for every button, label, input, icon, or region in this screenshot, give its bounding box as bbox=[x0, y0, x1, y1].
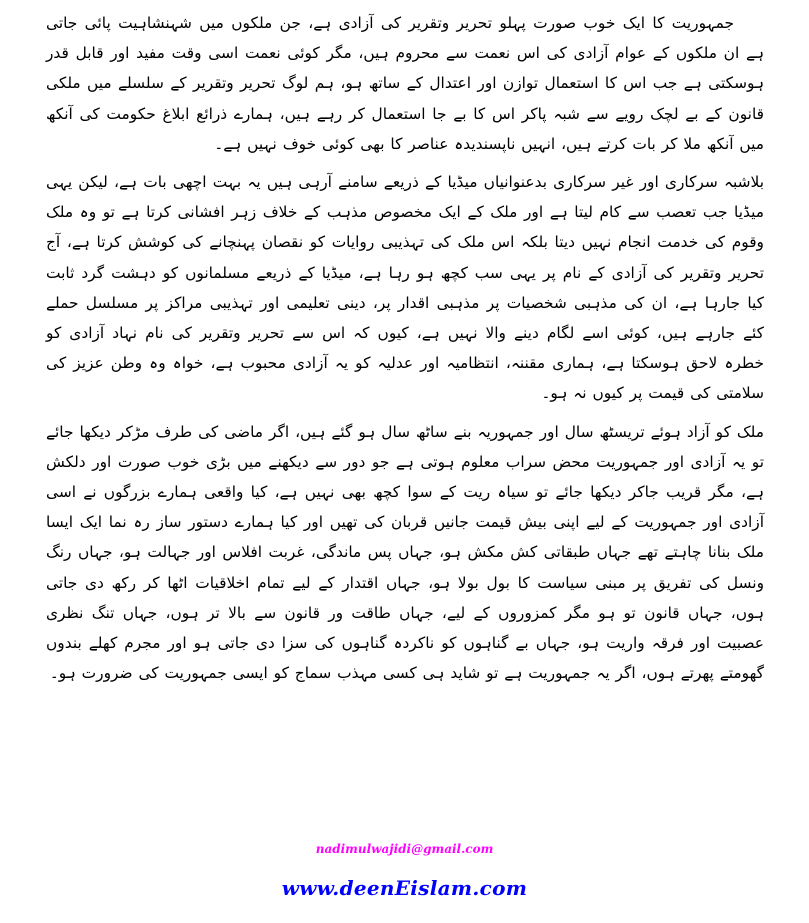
author-email-container bbox=[0, 838, 809, 857]
author-email-link[interactable]: nadimulwajidi@gmail.com bbox=[315, 842, 494, 856]
paragraph-democracy-reflection: ملک کو آزاد ہوئے تریسٹھ سال اور جمہوریہ بنے ساٹھ سال ہو گئے ہیں، اگر ماضی کی طرف مڑکر دیکھا جائے تو یہ آزادی اور جمہوریت محض سراب معلوم ہوتی ہے جو دور سے دیکھنے میں بڑی خوب صورت اور دلکش ہے، مگر قریب جاکر دیکھا جائے تو سیاہ ریت کے سوا کچھ بھی نہیں ہے، کیا واقعی ہمارے بزرگوں نے اسی آزادی اور جمہوریت کے لیے اپنی بیش قیمت جانیں قربان کی تھیں اور کیا ہمارے دستور ساز رہ نما ایک ایسا ملک بنانا چاہتے تھے جہاں طبقاتی کش مکش ہو، جہاں پس ماندگی، غربت افلاس اور جہالت ہو، جہاں رنگ ونسل کی تفریق پر مبنی سیاست کا بول بولا ہو، جہاں اقتدار کے لیے تمام اخلاقیات اٹھا کر رکھ دی جاتی ہوں، جہاں قانون تو ہو مگر کمزوروں کے لیے، جہاں طاقت ور قانون سے بالا تر ہوں، جہاں تنگ نظری عصبیت اور فرقہ واریت ہو، جہاں بے گناہوں کو ناکردہ گناہوں کی سزا دی جاتی ہو اور مجرم کھلے بندوں گھومتے پھرتے ہوں، اگر یہ جمہوریت ہے تو شاید ہی کسی مہذب سماج کو ایسی جمہوریت کی ضرورت ہو۔ bbox=[46, 422, 764, 683]
article-body bbox=[46, 8, 764, 696]
paragraph-freedom-of-expression: جمہوریت کا ایک خوب صورت پہلو تحریر وتقریر کی آزادی ہے، جن ملکوں میں شہنشاہیت پائی جاتی ہے ان ملکوں کے عوام آزادی کی اس نعمت سے محروم ہیں، مگر کوئی نعمت اسی وقت مفید اور قابل قدر ہوسکتی ہے جب اس کا استعمال توازن اور اعتدال کے ساتھ ہو، ہم لوگ تحریر وتقریر کے سلسلے میں ملکی قانون کے بے لچک رویے سے شبہ پاکر اس کا بے جا استعمال کر رہے ہیں، ہمارے ذرائع ابلاغ حکومت کی آنکھ میں آنکھ ملا کر بات کرتے ہیں، انہیں ناپسندیدہ عناصر کا بھی کوئی خوف نہیں ہے۔ bbox=[46, 14, 764, 153]
website-container bbox=[0, 876, 809, 900]
paragraph-media-bias: بلاشبہ سرکاری اور غیر سرکاری بدعنوانیاں میڈیا کے ذریعے سامنے آرہی ہیں یہ بہت اچھی بات ہے، لیکن یہی میڈیا جب تعصب سے کام لیتا ہے اور ملک کے ایک مخصوص مذہب کے خلاف زہر افشانی کرتا ہے تو وہ ملک وقوم کی خدمت انجام نہیں دیتا بلکہ اس ملک کی تہذیبی روایات کو نقصان پہنچانے کی کوشش کرتا ہے، آج تحریر وتقریر کی آزادی کے نام پر یہی سب کچھ ہو رہا ہے، میڈیا کے ذریعے مسلمانوں کو دہشت گرد ثابت کیا جارہا ہے، ان کی مذہبی شخصیات پر مذہبی اقدار پر، دینی تعلیمی اور تہذیبی مراکز پر مسلسل حملے کئے جارہے ہیں، کوئی اسے لگام دینے والا نہیں ہے، کیوں کہ اس سے تحریر وتقریر کی نام نہاد آزادی کو خطرہ لاحق ہوسکتا ہے، ہماری مقننہ، انتظامیہ اور عدلیہ کو یہ آزادی محبوب ہے، خواہ وہ وطن عزیز کی سلامتی کی قیمت پر کیوں نہ ہو۔ bbox=[46, 173, 764, 403]
website-link[interactable]: www.deenEislam.com bbox=[281, 876, 528, 900]
